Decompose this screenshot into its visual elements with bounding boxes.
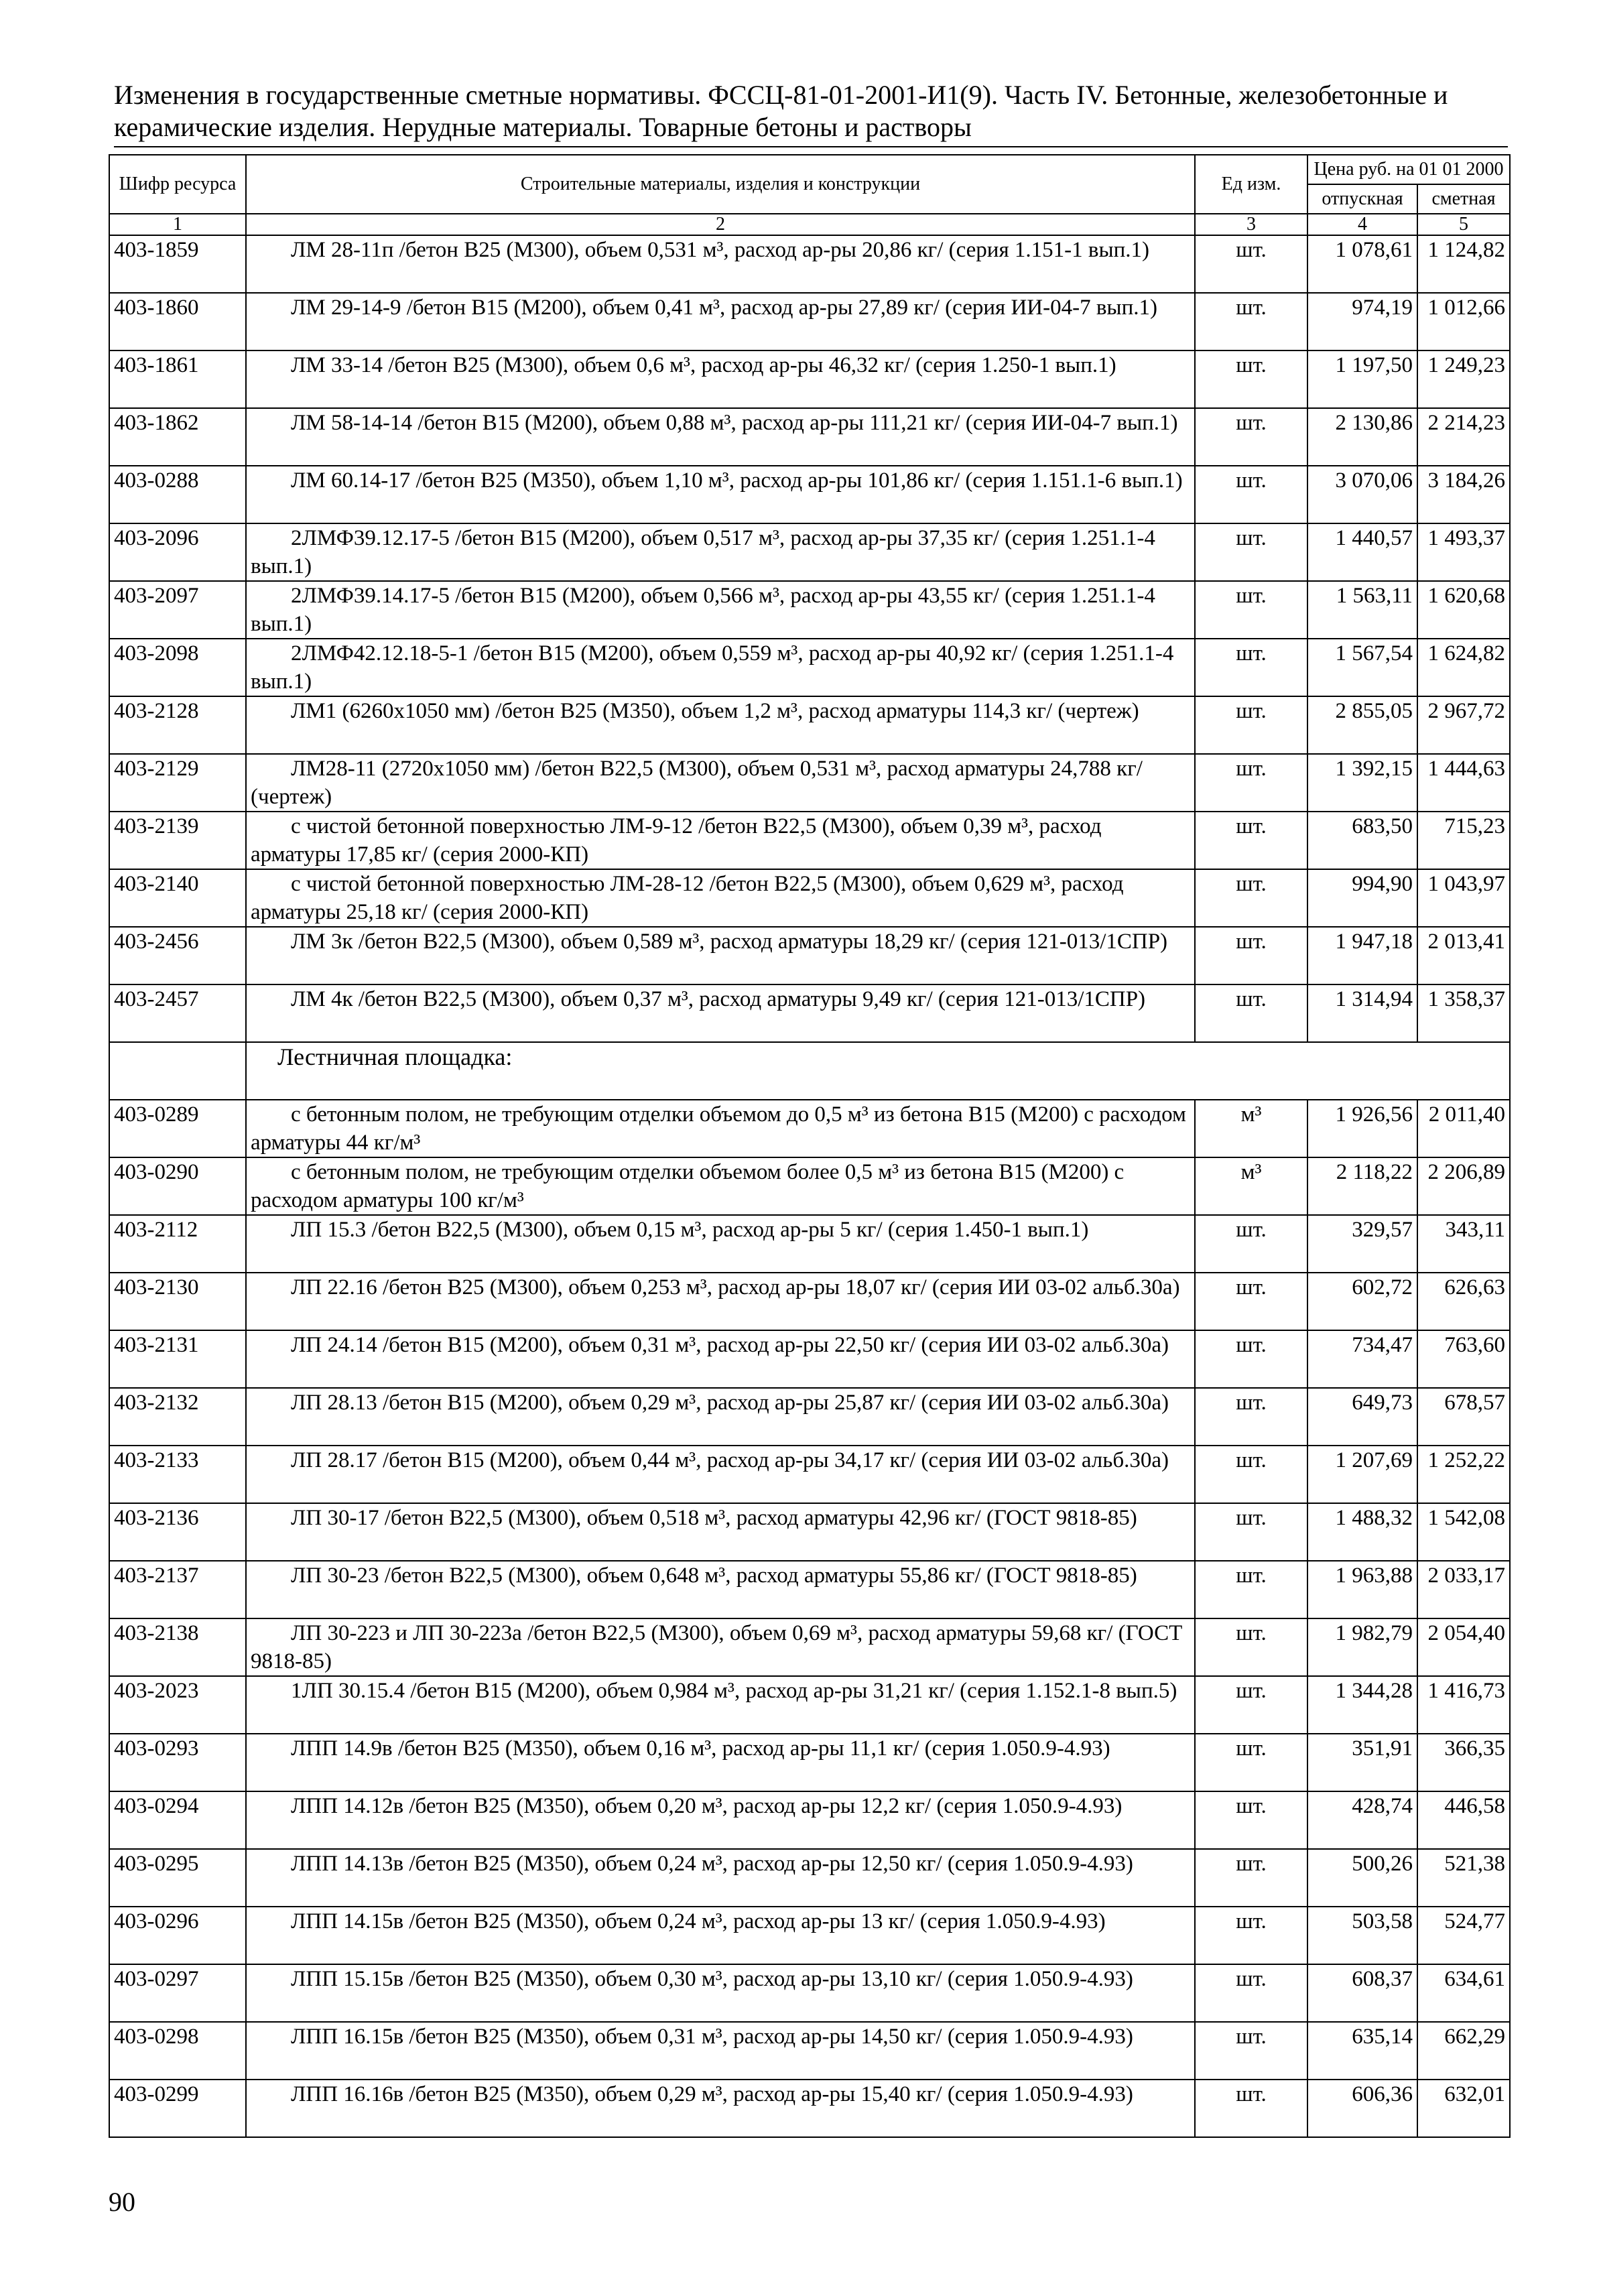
row-estimate-price: 2 013,41 bbox=[1417, 927, 1510, 984]
row-estimate-price: 1 624,82 bbox=[1417, 639, 1510, 696]
row-estimate-price: 366,35 bbox=[1417, 1734, 1510, 1791]
resource-code: 403-2130 bbox=[109, 1273, 246, 1330]
row-unit: шт. bbox=[1195, 1503, 1307, 1561]
row-description: с чистой бетонной поверхностью ЛМ-28-12 /бетон В22,5 (М300), объем 0,629 м³, расход арматуры 25,18 кг/ (серия 2000-КП) bbox=[246, 869, 1195, 927]
row-description: 2ЛМФ39.14.17-5 /бетон В15 (М200), объем 0,566 м³, расход ар-ры 43,55 кг/ (серия 1.251.1-4 вып.1) bbox=[246, 581, 1195, 639]
row-estimate-price: 1 542,08 bbox=[1417, 1503, 1510, 1561]
resource-code: 403-0295 bbox=[109, 1849, 246, 1907]
row-unit: шт. bbox=[1195, 984, 1307, 1042]
resource-code: 403-2112 bbox=[109, 1215, 246, 1273]
col-num-4: 4 bbox=[1307, 214, 1417, 235]
table-row bbox=[109, 235, 1510, 293]
row-unit: шт. bbox=[1195, 812, 1307, 869]
row-estimate-price: 626,63 bbox=[1417, 1273, 1510, 1330]
row-unit: шт. bbox=[1195, 1273, 1307, 1330]
row-estimate-price: 1 124,82 bbox=[1417, 235, 1510, 293]
row-description: ЛПП 14.9в /бетон В25 (М350), объем 0,16 м³, расход ар-ры 11,1 кг/ (серия 1.050.9-4.93) bbox=[246, 1734, 1195, 1791]
row-unit: шт. bbox=[1195, 523, 1307, 581]
row-estimate-price: 2 054,40 bbox=[1417, 1618, 1510, 1676]
row-release-price: 1 982,79 bbox=[1307, 1618, 1417, 1676]
table-row bbox=[109, 2080, 1510, 2137]
row-release-price: 683,50 bbox=[1307, 812, 1417, 869]
price-table bbox=[109, 154, 1511, 2138]
row-description: ЛП 15.3 /бетон В22,5 (М300), объем 0,15 м³, расход ар-ры 5 кг/ (серия 1.450-1 вып.1) bbox=[246, 1215, 1195, 1273]
table-row bbox=[109, 984, 1510, 1042]
row-unit: шт. bbox=[1195, 1849, 1307, 1907]
page-number: 90 bbox=[109, 2187, 135, 2217]
row-release-price: 1 488,32 bbox=[1307, 1503, 1417, 1561]
table-row bbox=[109, 812, 1510, 869]
row-description: с бетонным полом, не требующим отделки объемом до 0,5 м³ из бетона В15 (М200) с расходом арматуры 44 кг/м³ bbox=[246, 1100, 1195, 1157]
row-release-price: 2 118,22 bbox=[1307, 1157, 1417, 1215]
row-release-price: 1 947,18 bbox=[1307, 927, 1417, 984]
row-description: с бетонным полом, не требующим отделки объемом более 0,5 м³ из бетона В15 (М200) с расходом арматуры 100 кг/м³ bbox=[246, 1157, 1195, 1215]
row-estimate-price: 1 249,23 bbox=[1417, 350, 1510, 408]
table-row bbox=[109, 1964, 1510, 2022]
table-row bbox=[109, 1849, 1510, 1907]
row-release-price: 994,90 bbox=[1307, 869, 1417, 927]
row-unit: шт. bbox=[1195, 869, 1307, 927]
row-estimate-price: 634,61 bbox=[1417, 1964, 1510, 2022]
row-description: с чистой бетонной поверхностью ЛМ-9-12 /бетон В22,5 (М300), объем 0,39 м³, расход арматуры 17,85 кг/ (серия 2000-КП) bbox=[246, 812, 1195, 869]
row-release-price: 500,26 bbox=[1307, 1849, 1417, 1907]
table-row bbox=[109, 466, 1510, 523]
table-row bbox=[109, 1791, 1510, 1849]
row-release-price: 1 078,61 bbox=[1307, 235, 1417, 293]
resource-code: 403-2137 bbox=[109, 1561, 246, 1618]
row-description: ЛП 22.16 /бетон В25 (М300), объем 0,253 м³, расход ар-ры 18,07 кг/ (серия ИИ 03-02 альб.30а) bbox=[246, 1273, 1195, 1330]
row-unit: шт. bbox=[1195, 235, 1307, 293]
row-estimate-price: 632,01 bbox=[1417, 2080, 1510, 2137]
row-unit: шт. bbox=[1195, 466, 1307, 523]
section-row bbox=[109, 1042, 1510, 1100]
row-release-price: 428,74 bbox=[1307, 1791, 1417, 1849]
row-estimate-price: 1 493,37 bbox=[1417, 523, 1510, 581]
row-unit: шт. bbox=[1195, 581, 1307, 639]
resource-code: 403-2139 bbox=[109, 812, 246, 869]
resource-code: 403-1860 bbox=[109, 293, 246, 350]
row-description: ЛМ 58-14-14 /бетон В15 (М200), объем 0,88 м³, расход ар-ры 111,21 кг/ (серия ИИ-04-7 вып.1) bbox=[246, 408, 1195, 466]
table-row bbox=[109, 639, 1510, 696]
table-row bbox=[109, 754, 1510, 812]
table-row bbox=[109, 1734, 1510, 1791]
row-description: ЛМ 33-14 /бетон В25 (М300), объем 0,6 м³, расход ар-ры 46,32 кг/ (серия 1.250-1 вып.1) bbox=[246, 350, 1195, 408]
row-description: ЛП 28.17 /бетон В15 (М200), объем 0,44 м³, расход ар-ры 34,17 кг/ (серия ИИ 03-02 альб.30а) bbox=[246, 1446, 1195, 1503]
col-num-1: 1 bbox=[109, 214, 246, 235]
row-release-price: 1 344,28 bbox=[1307, 1676, 1417, 1734]
row-unit: шт. bbox=[1195, 1676, 1307, 1734]
resource-code: 403-1862 bbox=[109, 408, 246, 466]
header-price: Цена руб. на 01 01 2000 bbox=[1307, 155, 1510, 184]
row-release-price: 974,19 bbox=[1307, 293, 1417, 350]
table-row bbox=[109, 1330, 1510, 1388]
row-description: 1ЛП 30.15.4 /бетон В15 (М200), объем 0,984 м³, расход ар-ры 31,21 кг/ (серия 1.152.1-8 вып.5) bbox=[246, 1676, 1195, 1734]
row-release-price: 2 855,05 bbox=[1307, 696, 1417, 754]
col-num-2: 2 bbox=[246, 214, 1195, 235]
header-rule bbox=[114, 146, 1508, 147]
row-unit: шт. bbox=[1195, 1388, 1307, 1446]
resource-code: 403-1861 bbox=[109, 350, 246, 408]
header-code: Шифр ресурса bbox=[109, 155, 246, 214]
header-unit: Ед изм. bbox=[1195, 155, 1307, 214]
resource-code: 403-2456 bbox=[109, 927, 246, 984]
row-estimate-price: 1 416,73 bbox=[1417, 1676, 1510, 1734]
row-description: ЛМ 29-14-9 /бетон В15 (М200), объем 0,41 м³, расход ар-ры 27,89 кг/ (серия ИИ-04-7 вып.1) bbox=[246, 293, 1195, 350]
header-line-2: керамические изделия. Нерудные материалы. Товарные бетоны и растворы bbox=[114, 112, 972, 142]
header-line-1: Изменения в государственные сметные нормативы. ФССЦ-81-01-2001-И1(9). Часть IV. Бетонные, железобетонные и bbox=[114, 80, 1448, 110]
table-row bbox=[109, 1618, 1510, 1676]
table-row bbox=[109, 523, 1510, 581]
row-unit: шт. bbox=[1195, 1215, 1307, 1273]
table-row bbox=[109, 1561, 1510, 1618]
table-row bbox=[109, 1273, 1510, 1330]
row-description: ЛМ28-11 (2720х1050 мм) /бетон В22,5 (М300), объем 0,531 м³, расход арматуры 24,788 кг/ (чертеж) bbox=[246, 754, 1195, 812]
row-unit: шт. bbox=[1195, 1907, 1307, 1964]
resource-code: 403-2131 bbox=[109, 1330, 246, 1388]
row-description: ЛМ 4к /бетон В22,5 (М300), объем 0,37 м³, расход арматуры 9,49 кг/ (серия 121-013/1СПР) bbox=[246, 984, 1195, 1042]
resource-code: 403-2132 bbox=[109, 1388, 246, 1446]
table-row bbox=[109, 2022, 1510, 2080]
row-unit: шт. bbox=[1195, 696, 1307, 754]
row-release-price: 602,72 bbox=[1307, 1273, 1417, 1330]
row-unit: шт. bbox=[1195, 1330, 1307, 1388]
row-estimate-price: 343,11 bbox=[1417, 1215, 1510, 1273]
resource-code: 403-0299 bbox=[109, 2080, 246, 2137]
row-description: 2ЛМФ39.12.17-5 /бетон В15 (М200), объем 0,517 м³, расход ар-ры 37,35 кг/ (серия 1.251.1-4 вып.1) bbox=[246, 523, 1195, 581]
row-estimate-price: 715,23 bbox=[1417, 812, 1510, 869]
resource-code: 403-0297 bbox=[109, 1964, 246, 2022]
row-description: ЛП 28.13 /бетон В15 (М200), объем 0,29 м³, расход ар-ры 25,87 кг/ (серия ИИ 03-02 альб.30а) bbox=[246, 1388, 1195, 1446]
row-release-price: 1 207,69 bbox=[1307, 1446, 1417, 1503]
row-release-price: 2 130,86 bbox=[1307, 408, 1417, 466]
table-row bbox=[109, 1446, 1510, 1503]
resource-code: 403-0294 bbox=[109, 1791, 246, 1849]
row-release-price: 608,37 bbox=[1307, 1964, 1417, 2022]
resource-code: 403-2023 bbox=[109, 1676, 246, 1734]
row-release-price: 3 070,06 bbox=[1307, 466, 1417, 523]
table-row bbox=[109, 1388, 1510, 1446]
row-estimate-price: 1 358,37 bbox=[1417, 984, 1510, 1042]
table-row bbox=[109, 696, 1510, 754]
row-estimate-price: 662,29 bbox=[1417, 2022, 1510, 2080]
col-num-3: 3 bbox=[1195, 214, 1307, 235]
row-unit: м³ bbox=[1195, 1100, 1307, 1157]
row-estimate-price: 3 184,26 bbox=[1417, 466, 1510, 523]
row-description: ЛМ1 (6260х1050 мм) /бетон В25 (М350), объем 1,2 м³, расход арматуры 114,3 кг/ (чертеж) bbox=[246, 696, 1195, 754]
table-row bbox=[109, 1100, 1510, 1157]
row-release-price: 606,36 bbox=[1307, 2080, 1417, 2137]
row-description: ЛМ 60.14-17 /бетон В25 (М350), объем 1,10 м³, расход ар-ры 101,86 кг/ (серия 1.151.1-6 вып.1) bbox=[246, 466, 1195, 523]
row-unit: шт. bbox=[1195, 754, 1307, 812]
row-description: ЛПП 14.15в /бетон В25 (М350), объем 0,24 м³, расход ар-ры 13 кг/ (серия 1.050.9-4.93) bbox=[246, 1907, 1195, 1964]
row-description: ЛМ 3к /бетон В22,5 (М300), объем 0,589 м³, расход арматуры 18,29 кг/ (серия 121-013/1СПР) bbox=[246, 927, 1195, 984]
resource-code: 403-2138 bbox=[109, 1618, 246, 1676]
resource-code: 403-2128 bbox=[109, 696, 246, 754]
row-estimate-price: 1 620,68 bbox=[1417, 581, 1510, 639]
table-row bbox=[109, 581, 1510, 639]
header-release: отпускная bbox=[1307, 184, 1417, 214]
row-release-price: 1 197,50 bbox=[1307, 350, 1417, 408]
resource-code: 403-2133 bbox=[109, 1446, 246, 1503]
row-estimate-price: 2 214,23 bbox=[1417, 408, 1510, 466]
resource-code: 403-2140 bbox=[109, 869, 246, 927]
resource-code: 403-0290 bbox=[109, 1157, 246, 1215]
row-estimate-price: 1 252,22 bbox=[1417, 1446, 1510, 1503]
row-unit: шт. bbox=[1195, 1618, 1307, 1676]
row-description: 2ЛМФ42.12.18-5-1 /бетон В15 (М200), объем 0,559 м³, расход ар-ры 40,92 кг/ (серия 1.251.1-4 вып.1) bbox=[246, 639, 1195, 696]
resource-code: 403-0296 bbox=[109, 1907, 246, 1964]
table-row bbox=[109, 1676, 1510, 1734]
row-release-price: 1 392,15 bbox=[1307, 754, 1417, 812]
row-release-price: 1 440,57 bbox=[1307, 523, 1417, 581]
row-unit: шт. bbox=[1195, 408, 1307, 466]
row-unit: шт. bbox=[1195, 1446, 1307, 1503]
row-estimate-price: 763,60 bbox=[1417, 1330, 1510, 1388]
row-description: ЛП 30-223 и ЛП 30-223а /бетон В22,5 (М300), объем 0,69 м³, расход арматуры 59,68 кг/ (ГОСТ 9818-85) bbox=[246, 1618, 1195, 1676]
row-estimate-price: 2 033,17 bbox=[1417, 1561, 1510, 1618]
row-release-price: 1 567,54 bbox=[1307, 639, 1417, 696]
row-unit: шт. bbox=[1195, 639, 1307, 696]
row-release-price: 1 963,88 bbox=[1307, 1561, 1417, 1618]
section-label: Лестничная площадка: bbox=[246, 1042, 1510, 1100]
row-release-price: 649,73 bbox=[1307, 1388, 1417, 1446]
section-empty-cell bbox=[109, 1042, 246, 1100]
resource-code: 403-2098 bbox=[109, 639, 246, 696]
row-description: ЛПП 16.16в /бетон В25 (М350), объем 0,29 м³, расход ар-ры 15,40 кг/ (серия 1.050.9-4.93) bbox=[246, 2080, 1195, 2137]
row-description: ЛПП 14.12в /бетон В25 (М350), объем 0,20 м³, расход ар-ры 12,2 кг/ (серия 1.050.9-4.93) bbox=[246, 1791, 1195, 1849]
resource-code: 403-0293 bbox=[109, 1734, 246, 1791]
row-estimate-price: 1 043,97 bbox=[1417, 869, 1510, 927]
row-unit: шт. bbox=[1195, 1964, 1307, 2022]
row-description: ЛП 24.14 /бетон В15 (М200), объем 0,31 м³, расход ар-ры 22,50 кг/ (серия ИИ 03-02 альб.30а) bbox=[246, 1330, 1195, 1388]
row-description: ЛП 30-23 /бетон В22,5 (М300), объем 0,648 м³, расход арматуры 55,86 кг/ (ГОСТ 9818-85) bbox=[246, 1561, 1195, 1618]
resource-code: 403-2097 bbox=[109, 581, 246, 639]
row-release-price: 734,47 bbox=[1307, 1330, 1417, 1388]
table-row bbox=[109, 350, 1510, 408]
row-release-price: 329,57 bbox=[1307, 1215, 1417, 1273]
table-row bbox=[109, 1907, 1510, 1964]
header-estimate: сметная bbox=[1417, 184, 1510, 214]
row-unit: шт. bbox=[1195, 2080, 1307, 2137]
resource-code: 403-2129 bbox=[109, 754, 246, 812]
row-release-price: 1 314,94 bbox=[1307, 984, 1417, 1042]
row-unit: шт. bbox=[1195, 1791, 1307, 1849]
row-description: ЛП 30-17 /бетон В22,5 (М300), объем 0,518 м³, расход арматуры 42,96 кг/ (ГОСТ 9818-85) bbox=[246, 1503, 1195, 1561]
table-row bbox=[109, 927, 1510, 984]
resource-code: 403-0289 bbox=[109, 1100, 246, 1157]
resource-code: 403-0288 bbox=[109, 466, 246, 523]
row-unit: шт. bbox=[1195, 1561, 1307, 1618]
row-estimate-price: 678,57 bbox=[1417, 1388, 1510, 1446]
row-release-price: 351,91 bbox=[1307, 1734, 1417, 1791]
row-unit: шт. bbox=[1195, 927, 1307, 984]
row-description: ЛПП 16.15в /бетон В25 (М350), объем 0,31 м³, расход ар-ры 14,50 кг/ (серия 1.050.9-4.93) bbox=[246, 2022, 1195, 2080]
table-row bbox=[109, 1157, 1510, 1215]
row-unit: м³ bbox=[1195, 1157, 1307, 1215]
row-description: ЛПП 15.15в /бетон В25 (М350), объем 0,30 м³, расход ар-ры 13,10 кг/ (серия 1.050.9-4.93) bbox=[246, 1964, 1195, 2022]
resource-code: 403-2457 bbox=[109, 984, 246, 1042]
row-description: ЛМ 28-11п /бетон В25 (М300), объем 0,531 м³, расход ар-ры 20,86 кг/ (серия 1.151-1 вып.1) bbox=[246, 235, 1195, 293]
row-estimate-price: 446,58 bbox=[1417, 1791, 1510, 1849]
row-estimate-price: 521,38 bbox=[1417, 1849, 1510, 1907]
row-description: ЛПП 14.13в /бетон В25 (М350), объем 0,24 м³, расход ар-ры 12,50 кг/ (серия 1.050.9-4.93) bbox=[246, 1849, 1195, 1907]
row-release-price: 1 926,56 bbox=[1307, 1100, 1417, 1157]
resource-code: 403-0298 bbox=[109, 2022, 246, 2080]
table-row bbox=[109, 293, 1510, 350]
resource-code: 403-2136 bbox=[109, 1503, 246, 1561]
row-estimate-price: 2 011,40 bbox=[1417, 1100, 1510, 1157]
resource-code: 403-2096 bbox=[109, 523, 246, 581]
row-estimate-price: 1 444,63 bbox=[1417, 754, 1510, 812]
row-estimate-price: 2 967,72 bbox=[1417, 696, 1510, 754]
row-unit: шт. bbox=[1195, 1734, 1307, 1791]
document-header bbox=[114, 79, 1508, 143]
row-unit: шт. bbox=[1195, 293, 1307, 350]
row-release-price: 503,58 bbox=[1307, 1907, 1417, 1964]
row-unit: шт. bbox=[1195, 350, 1307, 408]
table-row bbox=[109, 869, 1510, 927]
col-num-5: 5 bbox=[1417, 214, 1510, 235]
table-row bbox=[109, 408, 1510, 466]
resource-code: 403-1859 bbox=[109, 235, 246, 293]
table-row bbox=[109, 1215, 1510, 1273]
row-estimate-price: 524,77 bbox=[1417, 1907, 1510, 1964]
table-row bbox=[109, 1503, 1510, 1561]
row-release-price: 1 563,11 bbox=[1307, 581, 1417, 639]
row-estimate-price: 1 012,66 bbox=[1417, 293, 1510, 350]
row-release-price: 635,14 bbox=[1307, 2022, 1417, 2080]
row-unit: шт. bbox=[1195, 2022, 1307, 2080]
row-estimate-price: 2 206,89 bbox=[1417, 1157, 1510, 1215]
header-name: Строительные материалы, изделия и конструкции bbox=[246, 155, 1195, 214]
